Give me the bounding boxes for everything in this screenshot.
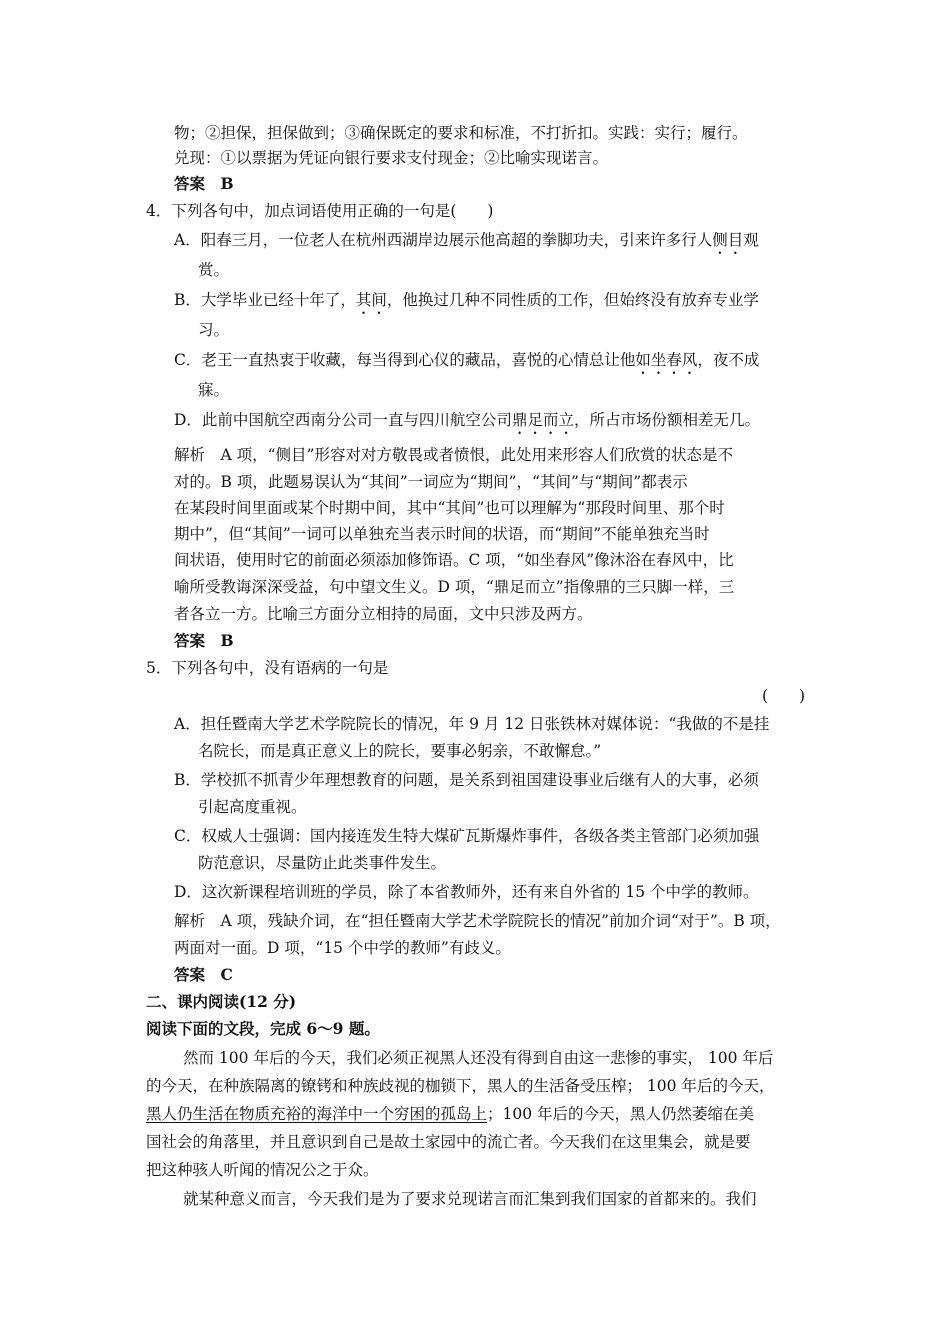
q5-option-c-cont: 防范意识，尽量防止此类事件发生。 <box>198 854 447 872</box>
q4-option-d <box>174 409 760 438</box>
section-2-title: 二、课内阅读(12 分) <box>146 992 297 1011</box>
q4-option-d-tail: ，所占市场份额相差无几。 <box>573 411 760 429</box>
q4-option-d-dotted-word: 鼎足而立 <box>511 411 574 429</box>
q4-option-c-cont: 寐。 <box>198 381 230 399</box>
passage-line <box>146 1103 754 1125</box>
q4-option-a-cont: 赏。 <box>198 261 230 279</box>
q4-analysis-line: 喻所受教诲深深受益，句中望文生义。D 项，“鼎足而立”指像鼎的三只脚一样，三 <box>174 578 735 596</box>
q4-option-a-dotted-word: 侧目 <box>712 231 744 249</box>
q4-option-a-tail: 观 <box>743 231 759 249</box>
q4-option-b-text: B．大学毕业已经十年了， <box>174 291 356 309</box>
q4-option-b <box>174 289 759 318</box>
q5-option-b: B．学校抓不抓青少年理想教育的问题，是关系到祖国建设事业后继有人的大事，必须 <box>174 771 759 789</box>
passage-line: 就某种意义而言，今天我们是为了要求兑现诺言而汇集到我们国家的首都来的。我们 <box>183 1190 757 1208</box>
q4-option-b-dotted-word: 其间 <box>355 291 387 309</box>
underlined-sentence: 黑人仍生活在物质充裕的海洋中一个穷困的孤岛上 <box>146 1105 488 1123</box>
q4-analysis-line: 解析 A 项，“侧目”形容对对方敬畏或者愤恨，此处用来形容人们欣赏的状态是不 <box>174 446 733 464</box>
passage-line: 把这种骇人听闻的情况公之于众。 <box>146 1161 379 1179</box>
q4-option-a-text: A．阳春三月，一位老人在杭州西湖岸边展示他高超的拳脚功夫，引来许多行人 <box>174 231 713 249</box>
q5-option-a-cont: 名院长，而是真正意义上的院长，要事必躬亲，不敢懈怠。” <box>198 742 602 760</box>
q4-option-b-tail: ，他换过几种不同性质的工作，但始终没有放弃专业学 <box>386 291 759 309</box>
q5-analysis-line-1: 解析 A 项，残缺介词，在“担任暨南大学艺术学院院长的情况”前加介词“对于”。B 项， <box>174 912 781 930</box>
passage-line: 的今天，在种族隔离的镣铐和种族歧视的枷锁下，黑人的生活备受压榨； 100 年后的今天， <box>146 1077 775 1095</box>
q5-option-c: C．权威人士强调：国内接连发生特大煤矿瓦斯爆炸事件，各级各类主管部门必须加强 <box>174 827 760 845</box>
question-4-stem: 4．下列各句中，加点词语使用正确的一句是( ) <box>146 202 494 220</box>
q5-answer: 答案 C <box>174 965 233 984</box>
q4-option-a <box>174 229 759 258</box>
q4-analysis-line: 期中”，但“其间”一词可以单独充当表示时间的状语，而“期间”不能单独充当时 <box>174 525 710 543</box>
q5-analysis-line-2: 两面对一面。D 项，“15 个中学的教师”有歧义。 <box>174 939 511 957</box>
passage-line: 然而 100 年后的今天，我们必须正视黑人还没有得到自由这一悲惨的事实， 100 年后 <box>183 1049 774 1067</box>
q4-option-c <box>174 349 759 378</box>
q4-analysis-line: 在某段时间里面或某个时期中间，其中“其间”也可以理解为“那段时间里、那个时 <box>174 499 725 517</box>
prev-answer: 答案 B <box>174 174 234 193</box>
q5-option-d: D．这次新课程培训班的学员，除了本省教师外，还有来自外省的 15 个中学的教师。 <box>174 883 759 901</box>
q4-option-b-cont: 习。 <box>198 321 230 339</box>
q4-option-c-dotted-word: 如坐春风 <box>635 351 698 369</box>
question-5-stem: 5．下列各句中，没有语病的一句是 <box>146 659 389 677</box>
q5-answer-blank: ( ) <box>762 687 806 705</box>
prev-analysis-line-1: 物；②担保，担保做到；③确保既定的要求和标准，不打折扣。实践：实行；履行。 <box>174 124 748 142</box>
q5-option-b-cont: 引起高度重视。 <box>198 798 307 816</box>
q4-analysis-line: 间状语，使用时它的前面必须添加修饰语。C 项，“如坐春风”像沐浴在春风中，比 <box>174 551 734 569</box>
section-2-instruction: 阅读下面的文段，完成 6～9 题。 <box>146 1019 380 1038</box>
q4-option-c-text: C．老王一直热衷于收藏，每当得到心仪的藏品，喜悦的心情总让他 <box>174 351 636 369</box>
passage-line: 国社会的角落里，并且意识到自己是故土家园中的流亡者。今天我们在这里集会，就是要 <box>146 1133 751 1151</box>
q4-analysis-line: 者各立一方。比喻三方面分立相持的局面，文中只涉及两方。 <box>174 605 593 623</box>
q4-option-d-text: D．此前中国航空西南分公司一直与四川航空公司 <box>174 411 512 429</box>
q5-option-a: A．担任暨南大学艺术学院院长的情况，年 9 月 12 日张铁林对媒体说：“我做的不是挂 <box>174 715 770 733</box>
q4-answer: 答案 B <box>174 631 234 650</box>
passage-line-tail: ；100 年后的今天，黑人仍然萎缩在美 <box>487 1105 755 1123</box>
q4-option-c-tail: ，夜不成 <box>697 351 760 369</box>
prev-analysis-line-2: 兑现：①以票据为凭证向银行要求支付现金；②比喻实现诺言。 <box>174 149 609 167</box>
q4-analysis-line: 对的。B 项，此题易误认为“其间”一词应为“期间”，“其间”与“期间”都表示 <box>174 473 688 491</box>
